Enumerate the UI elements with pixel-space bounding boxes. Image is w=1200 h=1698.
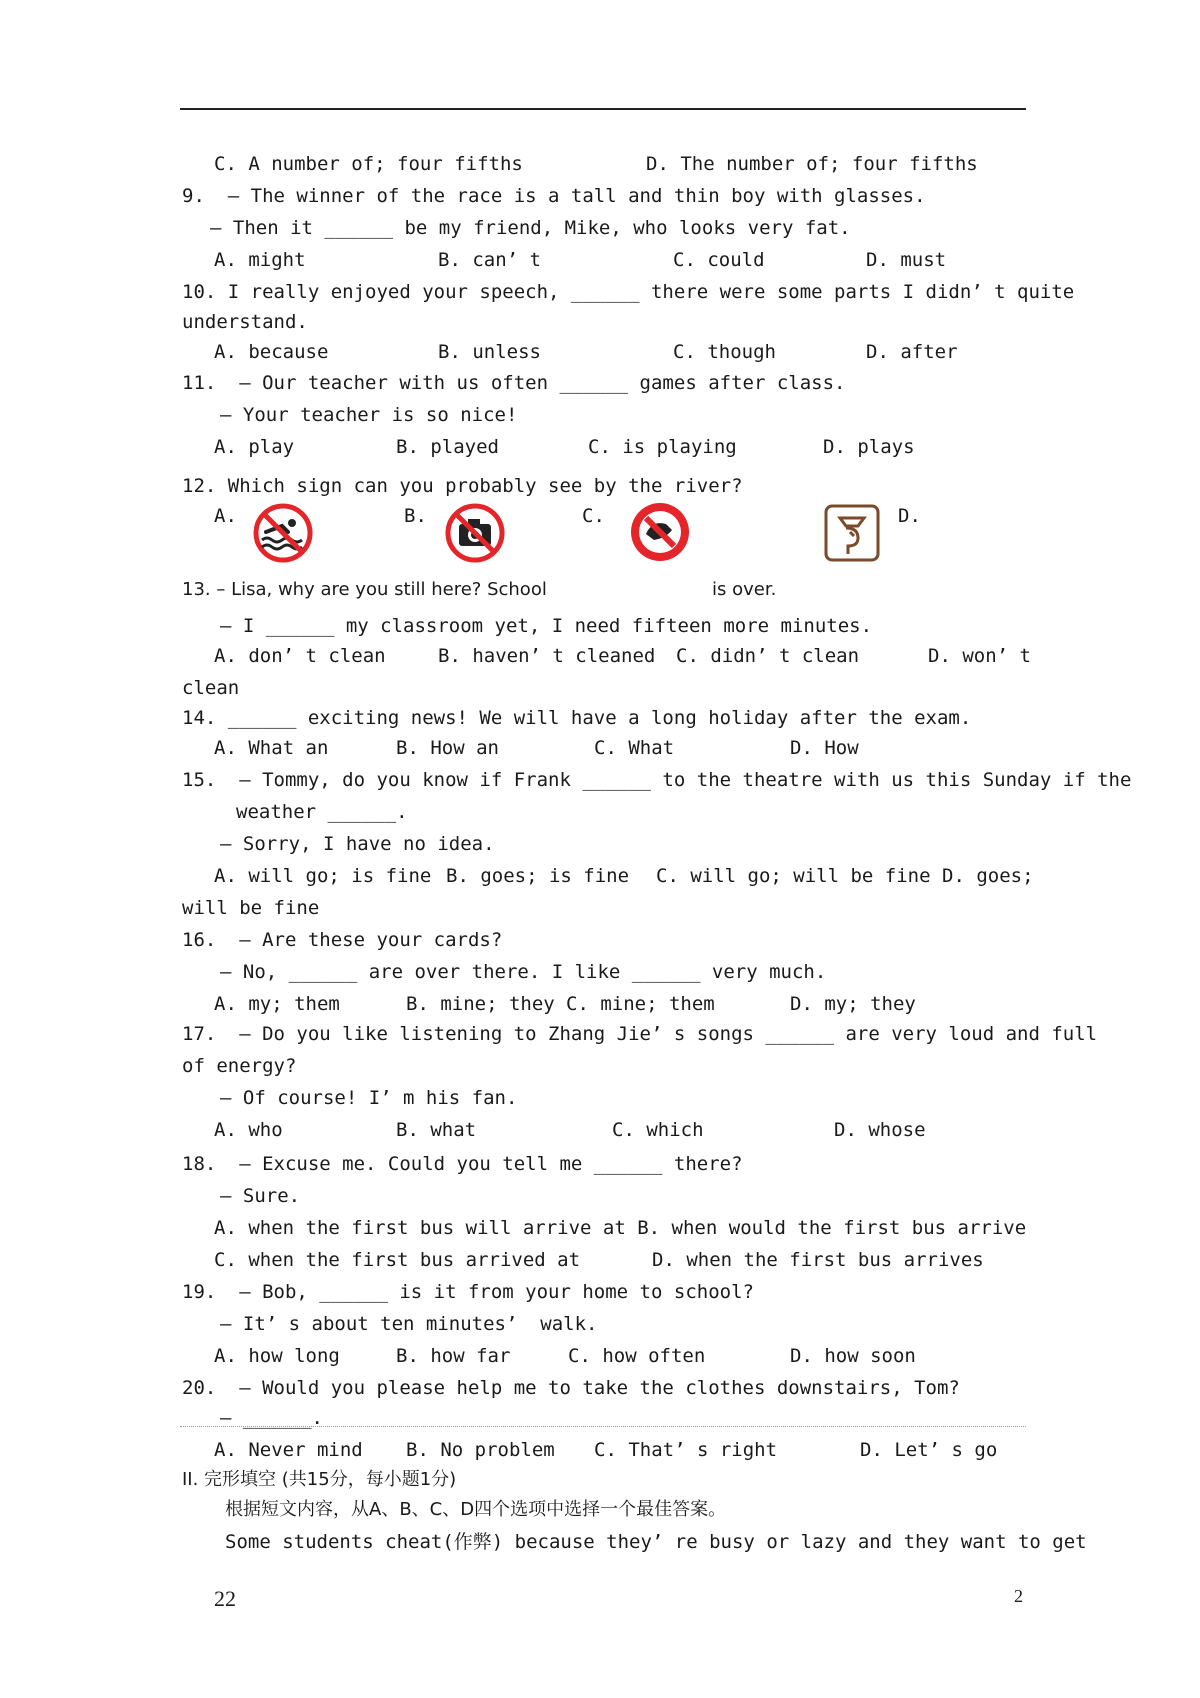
question-20: 20. – Would you please help me to take the clothes downstairs, Tom?: [182, 1377, 960, 1399]
no-swimming-icon: [252, 502, 314, 564]
option-9c: C. could: [673, 249, 765, 271]
question-18-reply: – Sure.: [220, 1185, 301, 1207]
option-20b: B. No problem: [406, 1439, 555, 1461]
option-16c: C. mine; them: [566, 993, 715, 1015]
option-8d: D. The number of; four fifths: [646, 153, 978, 175]
option-11a: A. play: [214, 436, 295, 458]
option-19a: A. how long: [214, 1345, 340, 1367]
no-littering-icon: [628, 500, 692, 564]
section-2-heading: II. 完形填空 (共15分，每小题1分): [182, 1469, 457, 1490]
option-15b: B. goes; is fine: [446, 865, 630, 887]
option-18ab: A. when the first bus will arrive at B. when would the first bus arrive: [214, 1217, 1027, 1239]
option-14a: A. What an: [214, 737, 329, 759]
question-12: 12. Which sign can you probably see by the river?: [182, 475, 743, 497]
option-12c-label: C.: [582, 505, 605, 527]
option-16d: D. my; they: [790, 993, 916, 1015]
option-10a: A. because: [214, 341, 329, 363]
option-20d: D. Let’ s go: [860, 1439, 998, 1461]
section-2-instruction: 根据短文内容，从A、B、C、D四个选项中选择一个最佳答案。: [225, 1499, 727, 1520]
question-9: 9. – The winner of the race is a tall and thin boy with glasses.: [182, 185, 926, 207]
option-12a-label: A.: [214, 505, 237, 527]
question-13-tail: is over.: [712, 579, 777, 600]
option-16a: A. my; them: [214, 993, 340, 1015]
question-9-reply: – Then it ______ be my friend, Mike, who looks very fat.: [210, 217, 851, 239]
option-18d: D. when the first bus arrives: [652, 1249, 984, 1271]
option-20c: C. That’ s right: [594, 1439, 778, 1461]
footer-left-number: 22: [214, 1586, 236, 1611]
question-14: 14. ______ exciting news! We will have a long holiday after the exam.: [182, 707, 972, 729]
option-15c: C. will go; will be fine: [656, 865, 931, 887]
option-12b-label: B.: [404, 505, 427, 527]
option-19c: C. how often: [568, 1345, 706, 1367]
option-9b: B. can’ t: [438, 249, 541, 271]
header-rule: [180, 108, 1026, 110]
question-16: 16. – Are these your cards?: [182, 929, 503, 951]
question-17: 17. – Do you like listening to Zhang Jie’ s songs ______ are very loud and full: [182, 1023, 1098, 1045]
option-9d: D. must: [866, 249, 947, 271]
option-19d: D. how soon: [790, 1345, 916, 1367]
dotted-divider: [180, 1426, 1026, 1427]
question-15-cont: weather ______.: [236, 801, 408, 823]
option-18c: C. when the first bus arrived at: [214, 1249, 581, 1271]
option-10b: B. unless: [438, 341, 541, 363]
question-10: 10. I really enjoyed your speech, ______ there were some parts I didn’ t quite: [182, 281, 1075, 303]
question-20-reply: – ______.: [220, 1407, 323, 1429]
option-17b: B. what: [396, 1119, 477, 1141]
question-19-reply: – It’ s about ten minutes’ walk.: [220, 1313, 598, 1335]
option-13a: A. don’ t clean: [214, 645, 386, 667]
option-17c: C. which: [612, 1119, 704, 1141]
question-15: 15. – Tommy, do you know if Frank ______ to the theatre with us this Sunday if the: [182, 769, 1132, 791]
question-17-cont: of energy?: [182, 1055, 297, 1077]
option-15a: A. will go; is fine: [214, 865, 432, 887]
option-9a: A. might: [214, 249, 306, 271]
option-20a: A. Never mind: [214, 1439, 363, 1461]
option-11c: C. is playing: [588, 436, 737, 458]
option-10c: C. though: [673, 341, 776, 363]
option-15d-cont: will be fine: [182, 897, 320, 919]
question-11: 11. – Our teacher with us often ______ games after class.: [182, 372, 846, 394]
option-16b: B. mine; they: [406, 993, 555, 1015]
no-photography-icon: [444, 502, 506, 564]
question-19: 19. – Bob, ______ is it from your home to school?: [182, 1281, 754, 1303]
option-10d: D. after: [866, 341, 958, 363]
option-13c: C. didn’ t clean: [676, 645, 860, 667]
option-17d: D. whose: [834, 1119, 926, 1141]
option-8c: C. A number of; four fifths: [214, 153, 523, 175]
question-11-reply: – Your teacher is so nice!: [220, 404, 518, 426]
option-13d: D. won’ t: [928, 645, 1031, 667]
page-number: 2: [1014, 1586, 1023, 1606]
option-14b: B. How an: [396, 737, 499, 759]
question-13: 13. – Lisa, why are you still here? School: [182, 579, 547, 600]
question-16-reply: – No, ______ are over there. I like ______ very much.: [220, 961, 827, 983]
option-15d: D. goes;: [942, 865, 1034, 887]
option-14c: C. What: [594, 737, 675, 759]
question-13-reply: – I ______ my classroom yet, I need fifteen more minutes.: [220, 615, 873, 637]
question-10-cont: understand.: [182, 311, 308, 333]
option-13b: B. haven’ t cleaned: [438, 645, 656, 667]
option-14d: D. How: [790, 737, 859, 759]
option-13d-cont: clean: [182, 677, 240, 699]
option-17a: A. who: [214, 1119, 283, 1141]
option-12d-label: D.: [898, 505, 921, 527]
toilet-sign-icon: [824, 504, 880, 562]
option-11b: B. played: [396, 436, 499, 458]
question-15-reply: – Sorry, I have no idea.: [220, 833, 495, 855]
question-18: 18. – Excuse me. Could you tell me ______ there?: [182, 1153, 743, 1175]
option-19b: B. how far: [396, 1345, 511, 1367]
section-2-passage: Some students cheat(作弊) because they’ re busy or lazy and they want to get: [225, 1531, 1087, 1553]
question-17-reply: – Of course! I’ m his fan.: [220, 1087, 518, 1109]
option-11d: D. plays: [823, 436, 915, 458]
